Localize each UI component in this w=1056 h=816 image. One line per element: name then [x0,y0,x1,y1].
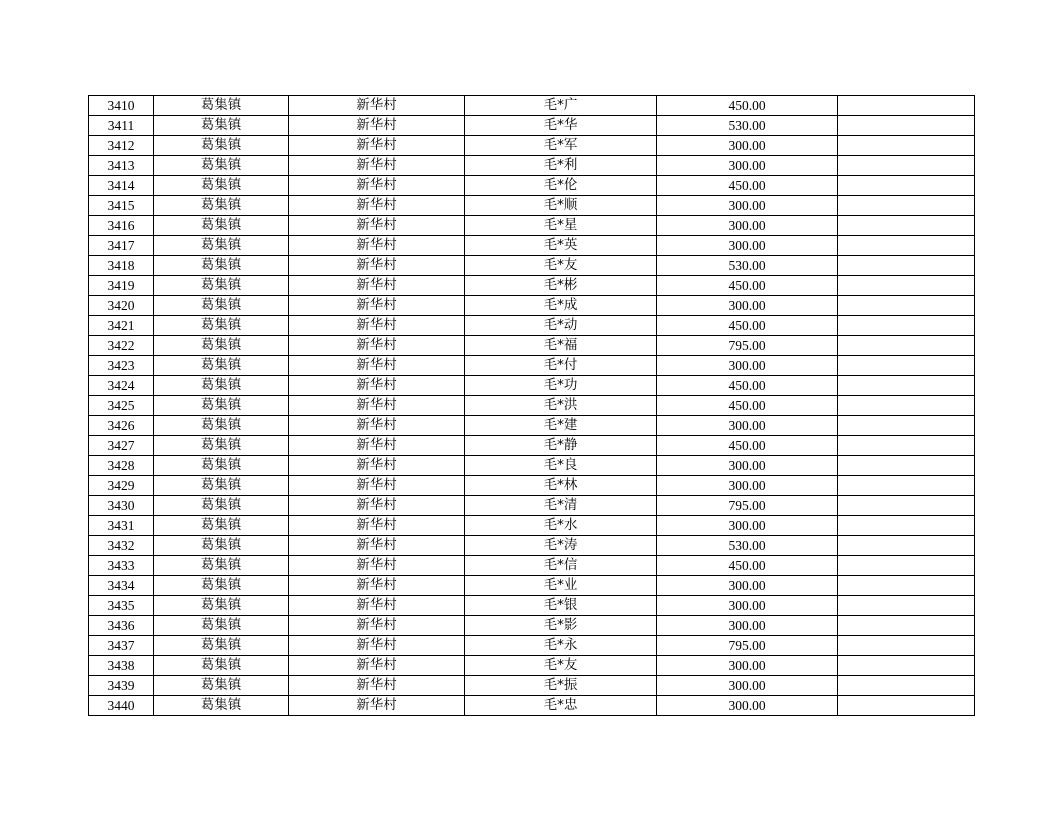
cell-id: 3412 [89,136,154,156]
cell-name: 毛*功 [465,376,657,396]
cell-id: 3438 [89,656,154,676]
cell-village: 新华村 [289,136,465,156]
cell-town: 葛集镇 [154,536,289,556]
cell-note [838,396,975,416]
cell-name: 毛*伦 [465,176,657,196]
table-row [89,96,975,116]
table-row [89,376,975,396]
cell-amount: 300.00 [657,296,838,316]
table-row [89,356,975,376]
cell-name: 毛*建 [465,416,657,436]
cell-village: 新华村 [289,576,465,596]
cell-id: 3417 [89,236,154,256]
cell-id: 3434 [89,576,154,596]
cell-village: 新华村 [289,696,465,716]
cell-town: 葛集镇 [154,476,289,496]
cell-name: 毛*友 [465,256,657,276]
cell-note [838,236,975,256]
cell-amount: 530.00 [657,116,838,136]
cell-id: 3415 [89,196,154,216]
cell-name: 毛*广 [465,96,657,116]
cell-amount: 300.00 [657,356,838,376]
cell-town: 葛集镇 [154,456,289,476]
cell-id: 3421 [89,316,154,336]
cell-amount: 300.00 [657,516,838,536]
cell-id: 3422 [89,336,154,356]
cell-amount: 300.00 [657,676,838,696]
table-row [89,636,975,656]
cell-note [838,376,975,396]
cell-town: 葛集镇 [154,276,289,296]
cell-name: 毛*福 [465,336,657,356]
cell-note [838,276,975,296]
cell-note [838,456,975,476]
cell-village: 新华村 [289,636,465,656]
cell-name: 毛*忠 [465,696,657,716]
cell-note [838,256,975,276]
cell-amount: 450.00 [657,376,838,396]
cell-name: 毛*英 [465,236,657,256]
cell-village: 新华村 [289,196,465,216]
cell-amount: 450.00 [657,316,838,336]
cell-town: 葛集镇 [154,576,289,596]
cell-town: 葛集镇 [154,516,289,536]
cell-name: 毛*顺 [465,196,657,216]
table-row [89,496,975,516]
cell-village: 新华村 [289,336,465,356]
cell-note [838,696,975,716]
cell-note [838,476,975,496]
cell-town: 葛集镇 [154,236,289,256]
cell-name: 毛*振 [465,676,657,696]
cell-id: 3424 [89,376,154,396]
cell-note [838,556,975,576]
cell-town: 葛集镇 [154,376,289,396]
cell-village: 新华村 [289,156,465,176]
cell-town: 葛集镇 [154,616,289,636]
cell-name: 毛*友 [465,656,657,676]
table-row [89,296,975,316]
cell-note [838,336,975,356]
data-table-container [88,95,968,716]
cell-id: 3428 [89,456,154,476]
cell-town: 葛集镇 [154,136,289,156]
cell-note [838,576,975,596]
cell-id: 3413 [89,156,154,176]
cell-amount: 300.00 [657,596,838,616]
cell-village: 新华村 [289,116,465,136]
cell-id: 3418 [89,256,154,276]
cell-amount: 300.00 [657,616,838,636]
cell-id: 3411 [89,116,154,136]
cell-note [838,96,975,116]
cell-note [838,116,975,136]
cell-town: 葛集镇 [154,256,289,276]
cell-village: 新华村 [289,276,465,296]
cell-id: 3419 [89,276,154,296]
table-row [89,316,975,336]
cell-town: 葛集镇 [154,196,289,216]
cell-village: 新华村 [289,356,465,376]
cell-name: 毛*静 [465,436,657,456]
table-row [89,396,975,416]
cell-village: 新华村 [289,176,465,196]
cell-town: 葛集镇 [154,656,289,676]
cell-amount: 450.00 [657,556,838,576]
cell-name: 毛*信 [465,556,657,576]
cell-amount: 300.00 [657,476,838,496]
cell-amount: 300.00 [657,156,838,176]
cell-note [838,356,975,376]
cell-note [838,156,975,176]
cell-town: 葛集镇 [154,176,289,196]
cell-village: 新华村 [289,376,465,396]
cell-town: 葛集镇 [154,676,289,696]
cell-id: 3427 [89,436,154,456]
cell-id: 3435 [89,596,154,616]
cell-amount: 530.00 [657,536,838,556]
cell-village: 新华村 [289,516,465,536]
cell-note [838,536,975,556]
cell-note [838,136,975,156]
cell-note [838,176,975,196]
cell-note [838,676,975,696]
cell-town: 葛集镇 [154,496,289,516]
cell-amount: 795.00 [657,636,838,656]
cell-village: 新华村 [289,476,465,496]
cell-note [838,196,975,216]
table-row [89,236,975,256]
cell-village: 新华村 [289,236,465,256]
cell-village: 新华村 [289,656,465,676]
cell-note [838,636,975,656]
cell-id: 3410 [89,96,154,116]
cell-note [838,656,975,676]
cell-village: 新华村 [289,316,465,336]
table-body [89,96,975,716]
table-row [89,216,975,236]
cell-town: 葛集镇 [154,356,289,376]
table-row [89,536,975,556]
cell-id: 3432 [89,536,154,556]
table-row [89,116,975,136]
cell-amount: 300.00 [657,416,838,436]
cell-village: 新华村 [289,596,465,616]
cell-name: 毛*星 [465,216,657,236]
cell-note [838,416,975,436]
table-row [89,556,975,576]
cell-name: 毛*林 [465,476,657,496]
cell-id: 3439 [89,676,154,696]
cell-name: 毛*永 [465,636,657,656]
cell-name: 毛*付 [465,356,657,376]
cell-town: 葛集镇 [154,116,289,136]
cell-village: 新华村 [289,436,465,456]
table-row [89,516,975,536]
cell-village: 新华村 [289,256,465,276]
cell-id: 3430 [89,496,154,516]
cell-amount: 530.00 [657,256,838,276]
cell-town: 葛集镇 [154,316,289,336]
cell-name: 毛*成 [465,296,657,316]
cell-amount: 300.00 [657,696,838,716]
cell-name: 毛*涛 [465,536,657,556]
cell-amount: 300.00 [657,136,838,156]
cell-name: 毛*军 [465,136,657,156]
cell-note [838,616,975,636]
cell-note [838,296,975,316]
cell-name: 毛*清 [465,496,657,516]
cell-village: 新华村 [289,396,465,416]
cell-amount: 300.00 [657,576,838,596]
cell-town: 葛集镇 [154,296,289,316]
cell-name: 毛*洪 [465,396,657,416]
table-row [89,136,975,156]
cell-id: 3436 [89,616,154,636]
table-row [89,416,975,436]
cell-amount: 450.00 [657,436,838,456]
table-row [89,196,975,216]
cell-amount: 450.00 [657,176,838,196]
cell-town: 葛集镇 [154,596,289,616]
cell-id: 3416 [89,216,154,236]
table-row [89,656,975,676]
cell-amount: 300.00 [657,236,838,256]
cell-id: 3440 [89,696,154,716]
cell-village: 新华村 [289,616,465,636]
cell-village: 新华村 [289,496,465,516]
cell-id: 3420 [89,296,154,316]
cell-name: 毛*彬 [465,276,657,296]
cell-amount: 300.00 [657,456,838,476]
table-row [89,436,975,456]
table-row [89,476,975,496]
cell-name: 毛*动 [465,316,657,336]
cell-id: 3433 [89,556,154,576]
table-row [89,176,975,196]
cell-name: 毛*银 [465,596,657,616]
cell-amount: 450.00 [657,96,838,116]
cell-id: 3429 [89,476,154,496]
cell-town: 葛集镇 [154,336,289,356]
cell-id: 3423 [89,356,154,376]
cell-village: 新华村 [289,416,465,436]
cell-town: 葛集镇 [154,636,289,656]
cell-name: 毛*水 [465,516,657,536]
cell-town: 葛集镇 [154,416,289,436]
table-row [89,576,975,596]
cell-name: 毛*华 [465,116,657,136]
cell-name: 毛*影 [465,616,657,636]
table-row [89,336,975,356]
cell-amount: 300.00 [657,656,838,676]
cell-id: 3425 [89,396,154,416]
cell-note [838,436,975,456]
cell-name: 毛*业 [465,576,657,596]
cell-village: 新华村 [289,556,465,576]
table-row [89,156,975,176]
cell-town: 葛集镇 [154,556,289,576]
cell-village: 新华村 [289,296,465,316]
table-row [89,596,975,616]
cell-village: 新华村 [289,676,465,696]
cell-town: 葛集镇 [154,396,289,416]
cell-id: 3431 [89,516,154,536]
cell-amount: 795.00 [657,496,838,516]
cell-note [838,516,975,536]
subsidy-table [88,95,975,716]
cell-note [838,596,975,616]
cell-name: 毛*良 [465,456,657,476]
table-row [89,456,975,476]
cell-village: 新华村 [289,216,465,236]
table-row [89,256,975,276]
cell-town: 葛集镇 [154,436,289,456]
table-row [89,616,975,636]
cell-town: 葛集镇 [154,156,289,176]
cell-amount: 450.00 [657,276,838,296]
cell-note [838,316,975,336]
cell-id: 3414 [89,176,154,196]
cell-village: 新华村 [289,96,465,116]
cell-amount: 300.00 [657,216,838,236]
cell-town: 葛集镇 [154,216,289,236]
cell-town: 葛集镇 [154,696,289,716]
table-row [89,696,975,716]
cell-amount: 450.00 [657,396,838,416]
cell-note [838,216,975,236]
cell-id: 3426 [89,416,154,436]
cell-town: 葛集镇 [154,96,289,116]
cell-village: 新华村 [289,536,465,556]
cell-amount: 300.00 [657,196,838,216]
cell-village: 新华村 [289,456,465,476]
cell-id: 3437 [89,636,154,656]
cell-amount: 795.00 [657,336,838,356]
cell-name: 毛*利 [465,156,657,176]
table-row [89,676,975,696]
table-row [89,276,975,296]
cell-note [838,496,975,516]
